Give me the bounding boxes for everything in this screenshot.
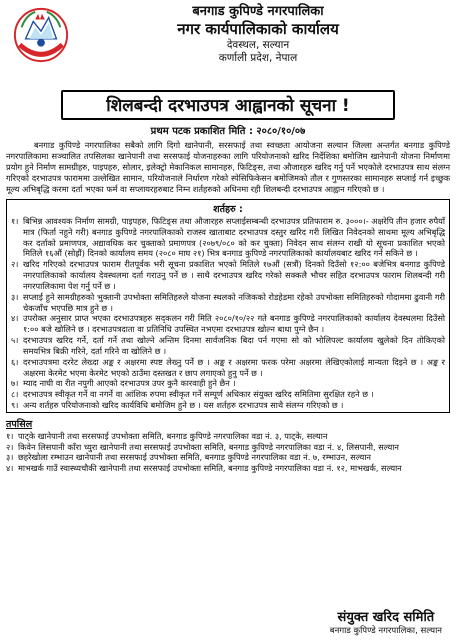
committee-address: बनगाड कुपिण्डे नगरपालिका, सल्यान [329,626,442,636]
list-item [6,431,450,442]
annex-list [6,431,450,474]
list-item [6,463,450,474]
list-item [6,452,450,463]
annex-text: माभखर्क गाउँ स्वास्थ्यचौकी खानेपानी तथा सरसफाई उपभोक्ता समिति, बनगाड कुपिण्डे नगरपालिका वडा नं. १२, माभखर्क, सल्यान [18,463,402,474]
term-number: ८। [11,389,19,400]
annex-text: किवेन लिसपानी काँरा च्युरा खानेपानी तथा सरसफाई उपभोक्ता समिति, बनगाड कुपिण्डे नगरपालिका वडा नं. ४, लिसपानी, सल्यान [18,441,399,452]
terms-section [6,199,450,413]
list-item [11,335,445,357]
list-item [11,378,445,389]
term-text: अन्य शर्तहरु परियोजनाको खरिद कार्यविधि बमोजिम हुने छ । यस शर्तहरु दरभाउपत्र साथै संलग्न गरिएको छ । [23,400,344,410]
list-item [11,216,445,259]
document-header [6,4,450,90]
term-number: ६। [11,356,19,367]
term-text: दरभाउपत्रमा दररेट लेख्दा अङ्क र अक्षरमा स्पष्ट लेख्नु पर्ने छ । अङ्क र अक्षरमा फरक परेमा अक्षरमा लेखिएकोलाई मान्यता दिइने छ । अङ्क र अक्षरमा केरमेट भएमा केरमेट भएको ठाउँमा दस्तखत र छाप लगाएको हुनु पर्ने छ । [23,356,445,378]
list-item [11,357,445,379]
list-item [6,442,450,453]
committee-name: संयुक्त खरिद समिति [337,610,435,625]
term-text: दरभाउपत्र खरिद गर्ने, दर्ता गर्ने तथा खोल्ने अन्तिम दिनमा सार्वजनिक बिदा पर्न गएमा सो को भोलिपल्ट कार्यालय खुलेको दिन तोकिएको समयभित्र बिक्री गरिने, दर्ता गरिने वा खोलिने छ । [23,335,445,356]
office-name: नगर कार्यपालिकाको कार्यालय [177,20,339,39]
office-heading [76,4,440,65]
annex-text: छहरेखोला रम्भाउन खानेपानी तथा सरसफाई उपभोक्ता समिति, बनगाड कुपिण्डे नगरपालिका वडा नं. ७, रम्भाउन, सल्यान [18,452,371,463]
publication-date: प्रथम पटक प्रकाशित मिति : २०८०/१०/०७ [150,126,306,137]
annex-number: ४। [6,463,14,474]
term-number: ९। [11,400,19,410]
annex-text: पाट्के खानेपानी तथा सरसफाई उपभोक्ता समिति, बनगाड कुपिण्डे नगरपालिका वडा नं. ३, पाट्के, सल्यान [18,430,328,441]
term-text: सप्लाई हुने सामग्रीहरुको भुक्तानी उपभोक्ता समितिहरुले योजना स्थलको नजिकको रोडहेडमा रहेको उपभोक्ता समितिहरुको गोदाममा ढुवानी गरी चेकजाँच भएपछि मात्र हुने छ । [23,291,445,313]
signature-block [330,607,442,636]
annex-heading: तपसिल [6,418,33,430]
term-text: म्याद नाघी वा रीत नपुगी आएको दरभाउपत्र उपर कुनै कारवाही हुने छैन । [23,378,236,389]
annex-number: १। [6,430,14,441]
notice-title: शिलबन्दी दरभाउपत्र आह्वानको सूचना ! [61,90,395,120]
term-number: ७। [11,378,19,389]
list-item [11,292,445,314]
list-item [11,389,445,400]
terms-list [11,216,445,411]
term-number: ३। [11,291,19,302]
term-number: ५। [11,335,19,346]
term-text: खरिद गरिएको दरभाउपत्र फाराम रीतपूर्वक भरी सूचना प्रकाशित भएको मितिले १७औं (सत्रौं) दिनको दिउँसो १२:०० बजेभित्र बनगाड कुपिण्डे नगरपालिकाको कार्यालय देवस्थलमा दर्ता गराउनु पर्ने छ । साथै दरभाउपत्र खरिद गरेको सक्कलै भौचर सहित दरभाउपत्र फाराम शिलबन्दी गरी नगरपालिकामा पेश गर्नु पर्ने छ । [23,259,445,291]
list-item [11,313,445,335]
annex-number: २। [6,441,14,452]
term-text: बिभिन्न आवश्यक निर्माण सामग्री, पाइपहरु, फिटिङ्स तथा औजारहरु सप्लाईसम्बन्धी दरभाउपत्र प्रतिफाराम रु. ३०००।- अक्षरेपि तीन हजार रुपैयाँ मात्र (फिर्ता नहुने गरी) बनगाड कुपिण्डे नगरपालिकाको राजस्व खाताबाट दरभाउपत्र दस्तुर खरिद गरी लिखित निवेदनको साथमा मूल्य अभिबृद्धि कर दर्ताको प्रमाणपत्र, अद्यावधिक कर चुक्ताको प्रमाणपत्र (२०७९/०८० को कर चुक्ता) निवेदन साथ संलग्न राखी यो सूचना प्रकाशित भएको मितिले १६औं (सोह्रौं) दिनको कार्यालय समय (२०८० माघ २१) भित्र बनगाड कुपिण्डे नगरपालिकाको कार्यालयबाट खरिद गर्न सकिने छ । [23,215,445,259]
list-item [11,400,445,411]
municipality-name: बनगाड कुपिण्डे नगरपालिका [192,4,324,19]
annex-number: ३। [6,452,14,463]
term-number: १। [11,215,19,226]
terms-heading: शर्तहरु : [213,203,243,215]
office-address: देवस्थल, सल्यान [226,39,290,51]
term-number: ४। [11,313,19,324]
term-text: उपरोक्त अनुसार प्राप्त भएका दरभाउपत्रहरु सद्कलन गरी मिति २०८०/१०/२२ गते बनगाड कुपिण्डे नगरपालिकाको कार्यालय देवस्थलमा दिउँसो १:०० बजे खोलिने छ । दरभाउपत्रदाता वा प्रतिनिधि उपस्थित नभएमा दरभाउपत्र खोल्न बाधा पुग्ने छैन । [23,313,445,335]
intro-text: बनगाड कुपिण्डे नगरपालिका सबैको लागि दिगो खानेपानी, सरसफाई तथा स्वच्छता आयोजना सल्यान जिल्ला अन्तर्गत बनगाड कुपिण्डे नगरपालिकामा सञ्चालित तपसिलका खानेपानी तथा सरसफाई योजनाहरुका लागि परियोजनाको खरिद निर्देशिका बमोजिम खानेपानी योजना निर्माणमा प्रयोग हुने निर्माण सामग्रीहरु, पाइपहरु, सोलार, इलेक्ट्रो मेकानिकल सामानहरु, फिटिङ्स, तथा औजारहरु खरिद गर्नु पर्ने भएकोले दरभाउपत्र साथ संलग्न गरिएको दरभाउपत्र फाराममा उल्लेखित सामान, परियोजनाले निर्धारण गरेको स्पेसिफिकेसन बमोजिमको तौल र गुणस्तरका सामानहरु सप्लाई गर्न इच्छुक मूल्य अभिबृद्धि करमा दर्ता भएका फर्म वा सप्लायरहरुबाट निम्न शर्तहरुको अधिनमा रही शिलबन्दी दरभाउपत्र आह्वान गरिएको छ । [6,140,450,194]
term-number: २। [11,259,19,270]
province-country: कर्णाली प्रदेश, नेपाल [218,52,298,65]
term-text: दरभाउपत्र स्वीकृत गर्ने वा नगर्ने वा आंशिक रुपमा स्वीकृत गर्ने सम्पूर्ण अधिकार संयुक्त खरिद समितिमा सुरक्षित रहने छ । [23,389,374,400]
nepal-government-emblem-icon [12,6,70,64]
list-item [11,259,445,291]
intro-paragraph [6,140,450,195]
